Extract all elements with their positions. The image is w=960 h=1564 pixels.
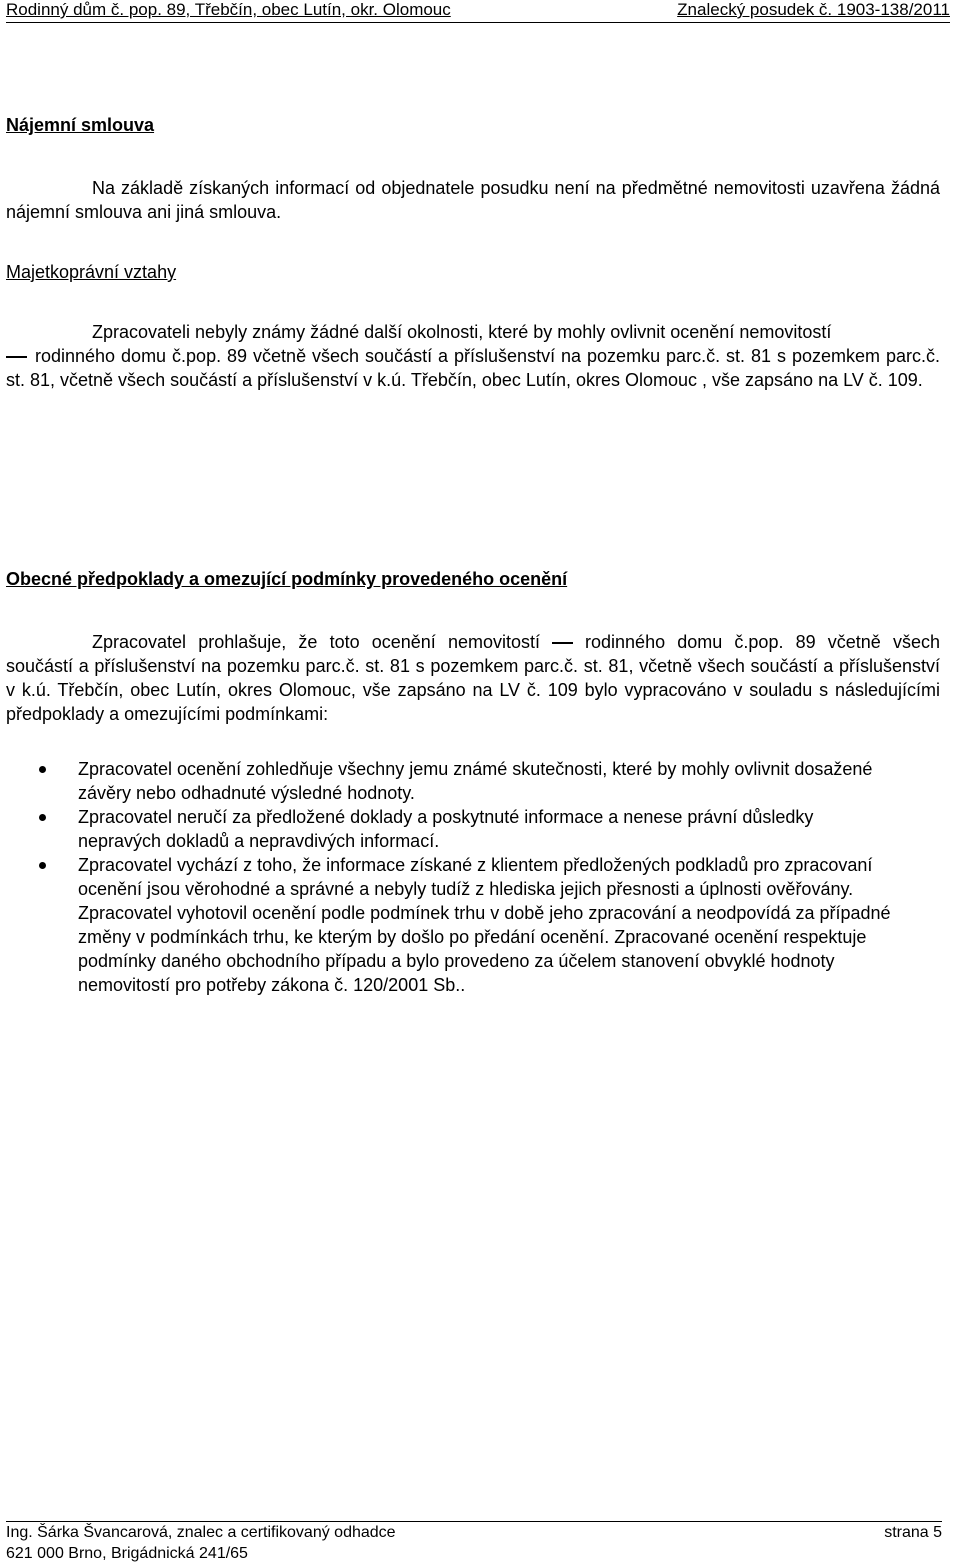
lease-section	[6, 113, 940, 137]
assumptions-intro	[6, 630, 940, 726]
list-item-text: Zpracovatel vychází z toho, že informace získané z klientem předložených podkladů pro zpracovaní ocenění jsou věrohodné a správné a nebyly tudíž z hlediska jejich přesnosti a úplnosti ověřovány. Zpracovatel vyhotovil ocenění podle podmínek trhu v době jeho zpracování a neodpovídá za případné změny v podmínkách trhu, ke kterým by došlo po předání ocenění. Zpracované ocenění respektuje podmínky daného obchodního případu a bylo provedeno za účelem stanovení obvyklé hodnoty nemovitostí pro potřeby zákona č. 120/2001 Sb..	[78, 855, 891, 995]
list-item-text: Zpracovatel ocenění zohledňuje všechny jemu známé skutečnosti, které by mohly ovlivnit dosažené závěry nebo odhadnuté výsledné hodnoty.	[78, 759, 873, 803]
ownership-line1: Zpracovateli nebyly známy žádné další okolnosti, které by mohly ovlivnit ocenění nemovitostí	[92, 322, 832, 342]
bullet-icon	[39, 862, 46, 869]
lease-text: Na základě získaných informací od objednatele posudku není na předmětné nemovitosti uzavřena žádná nájemní smlouva ani jiná smlouva.	[6, 178, 940, 222]
list-item	[6, 853, 898, 997]
list-item-text: Zpracovatel neručí za předložené doklady a poskytnuté informace a nenese právní důsledky nepravých dokladů a nepravdivých informací.	[78, 807, 814, 851]
header-title: Rodinný dům č. pop. 89, Třebčín, obec Lutín, okr. Olomouc	[6, 0, 451, 19]
assumptions-intro-a: Zpracovatel prohlašuje, že toto ocenění nemovitostí	[92, 632, 541, 652]
ownership-text-rest: rodinného domu č.pop. 89 včetně všech součástí a příslušenství na pozemku parc.č. st. 81 s pozemkem parc.č. st. 81, včetně všech součástí a příslušenství v k.ú. Třebčín, obec Lutín, okres Olomouc , vše zapsáno na LV č. 109.	[6, 346, 940, 390]
header-report-number: Znalecký posudek č. 1903-138/2011	[677, 0, 950, 19]
page-footer	[6, 1521, 942, 1564]
footer-page-number: strana 5	[884, 1524, 942, 1541]
assumptions-section	[6, 567, 940, 591]
ownership-section	[6, 260, 940, 284]
page-header	[6, 0, 950, 23]
assumptions-body	[6, 630, 940, 726]
assumptions-heading: Obecné předpoklady a omezující podmínky provedeného ocenění	[6, 569, 568, 589]
list-item	[6, 805, 898, 853]
footer-address: 621 000 Brno, Brigádnická 241/65	[6, 1545, 248, 1562]
bullet-icon	[39, 814, 46, 821]
assumptions-list	[6, 757, 940, 997]
list-item	[6, 757, 898, 805]
ownership-body	[6, 320, 940, 392]
dash-mark	[6, 356, 27, 358]
ownership-heading: Majetkoprávní vztahy	[6, 262, 177, 282]
ownership-text	[6, 344, 940, 392]
lease-heading: Nájemní smlouva	[6, 115, 155, 135]
footer-author: Ing. Šárka Švancarová, znalec a certifikovaný odhadce	[6, 1524, 396, 1541]
dash-mark	[552, 642, 573, 644]
bullet-icon	[39, 766, 46, 773]
assumptions-intro-b: rodinného domu č.pop. 89 včetně všech součástí a příslušenství na pozemku parc.č. st. 81 s pozemkem parc.č. st. 81, včetně všech součástí a příslušenství v k.ú. Třebčín, obec Lutín, okres Olomouc, vše zapsáno na LV č. 109 bylo vypracováno v souladu s následujícími předpoklady a omezujícími podmínkami:	[6, 632, 940, 724]
lease-body	[6, 176, 940, 224]
